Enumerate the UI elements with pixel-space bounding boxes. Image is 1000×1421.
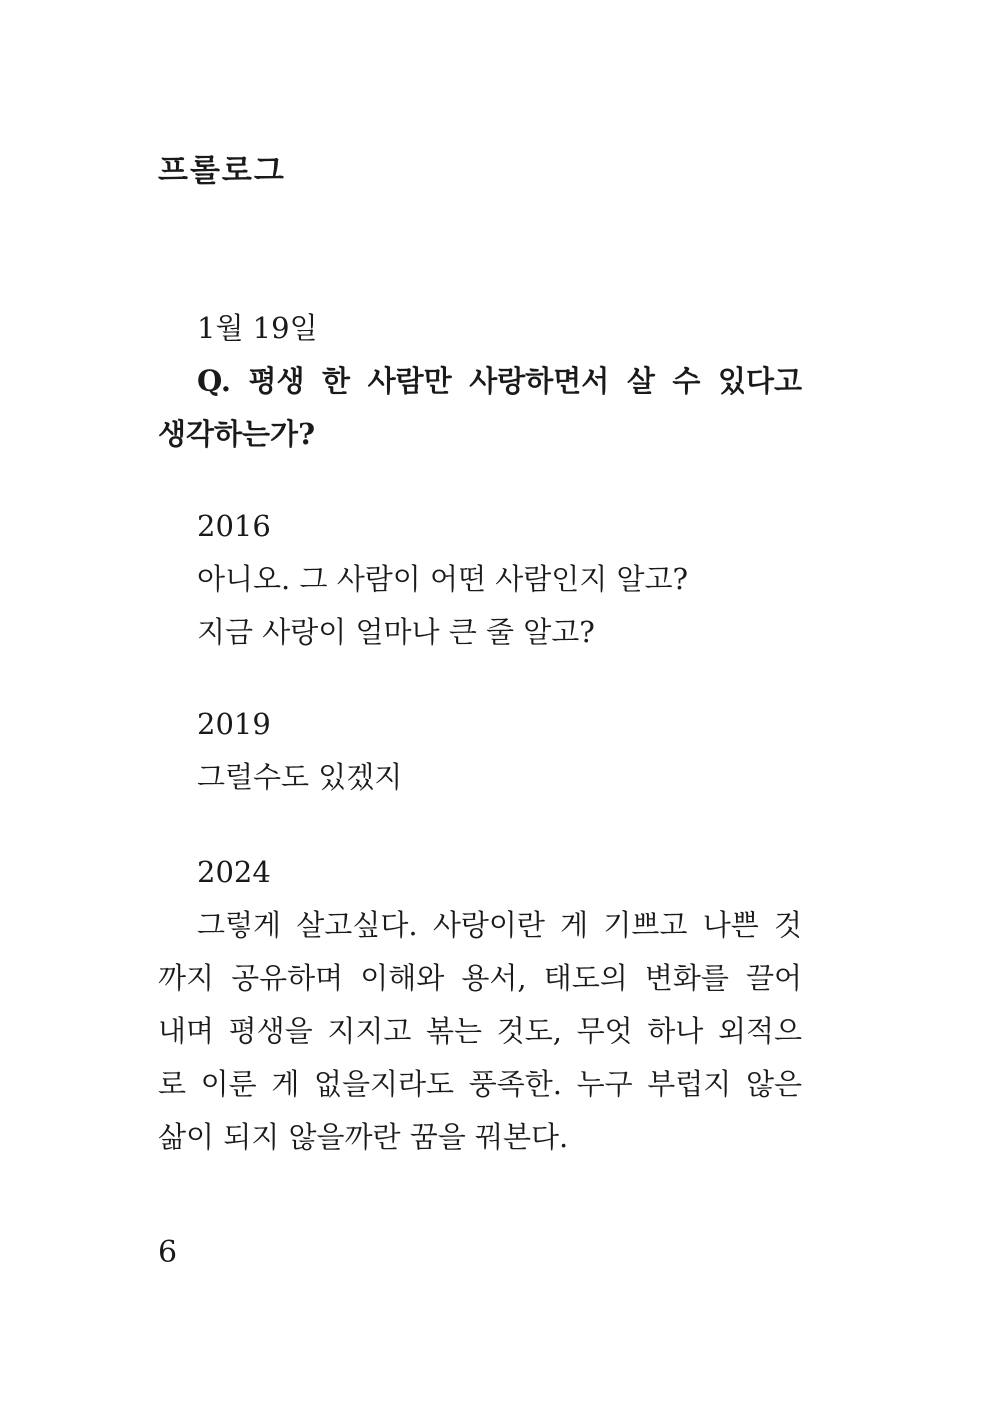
question-block xyxy=(158,302,802,461)
page-number: 6 xyxy=(158,1235,178,1270)
entry-2019 xyxy=(158,698,802,804)
entry-line: 아니오. 그 사람이 어떤 사람인지 알고? xyxy=(197,562,689,596)
entry-2016 xyxy=(158,500,802,659)
entry-year: 2016 xyxy=(197,509,271,543)
entry-line: 그럴수도 있겠지 xyxy=(197,760,403,794)
entry-line: 그렇게 살고싶다. 사랑이란 게 기쁘고 나쁜 것 xyxy=(197,908,802,942)
entry-2024 xyxy=(158,846,802,1164)
chapter-title: 프롤로그 xyxy=(158,153,286,189)
entry-line: 내며 평생을 지지고 볶는 것도, 무엇 하나 외적으 xyxy=(158,1014,802,1048)
entry-line: 삶이 되지 않을까란 꿈을 꿔본다. xyxy=(158,1120,569,1154)
entry-line: 로 이룬 게 없을지라도 풍족한. 누구 부럽지 않은 xyxy=(158,1067,802,1101)
question-line-2: 생각하는가? xyxy=(158,417,316,451)
entry-year: 2024 xyxy=(197,855,271,889)
question-date: 1월 19일 xyxy=(197,311,318,345)
entry-line: 지금 사랑이 얼마나 큰 줄 알고? xyxy=(197,615,595,649)
question-line-1: Q. 평생 한 사람만 사랑하면서 살 수 있다고 xyxy=(197,364,802,398)
entry-year: 2019 xyxy=(197,707,271,741)
entry-line: 까지 공유하며 이해와 용서, 태도의 변화를 끌어 xyxy=(158,961,802,995)
